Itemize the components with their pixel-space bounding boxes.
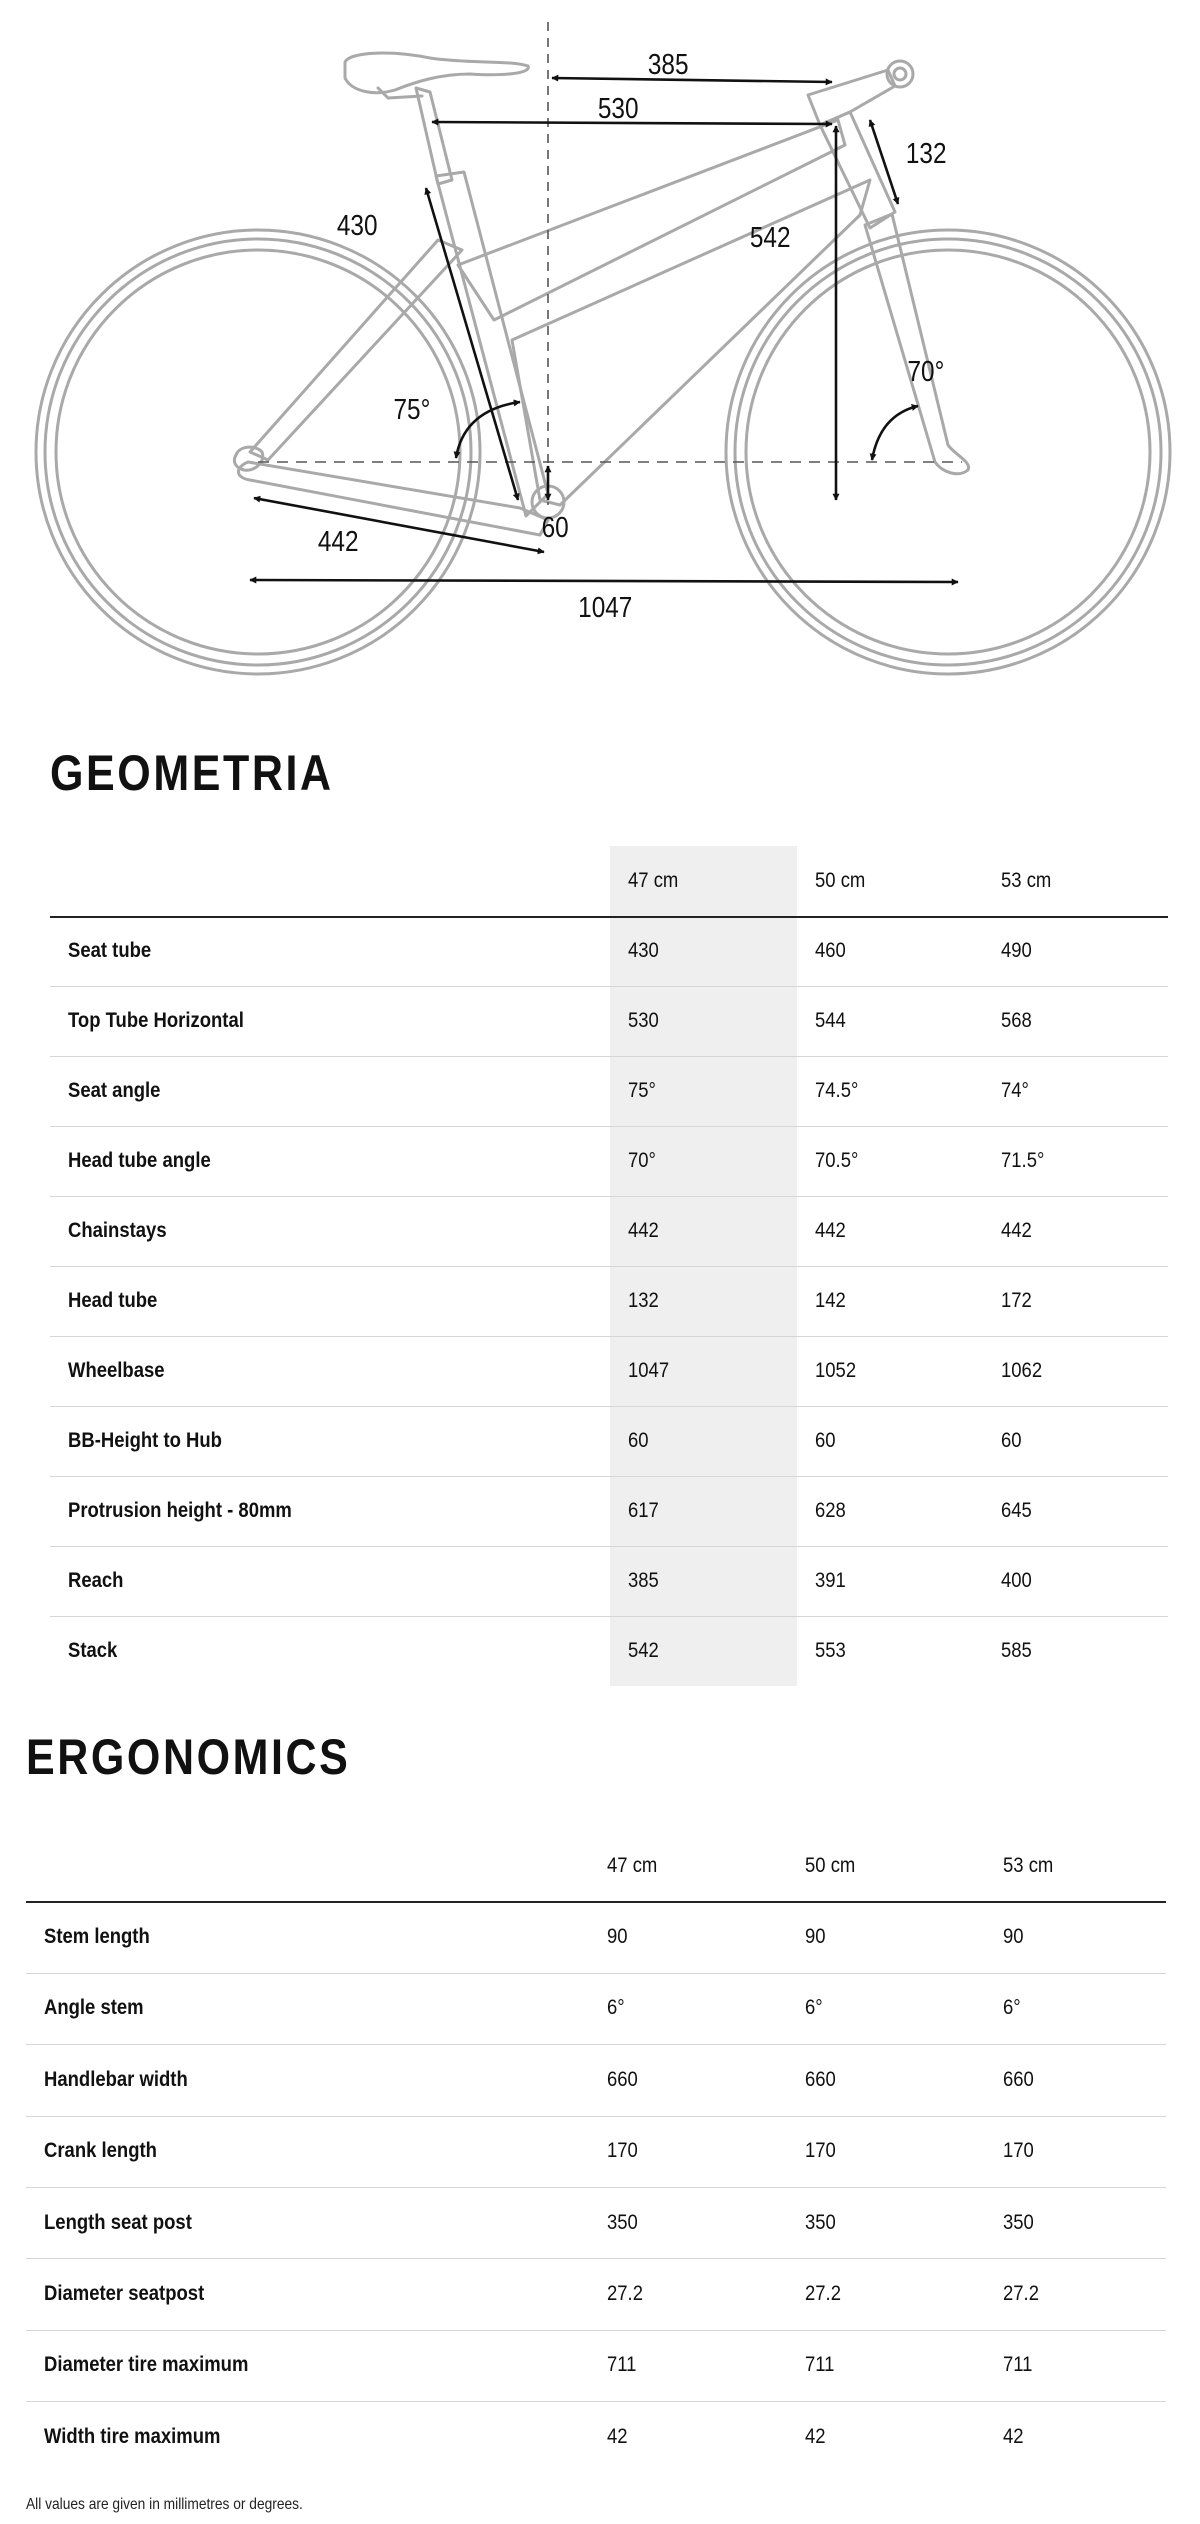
value-cell: 90 xyxy=(607,1925,628,1949)
table-header-row xyxy=(50,846,1168,918)
head-angle-label: 70° xyxy=(907,355,945,388)
value-cell: 70° xyxy=(628,1149,656,1172)
value-cell: 1062 xyxy=(1001,1359,1043,1382)
wheelbase-arrow xyxy=(250,580,958,582)
reach-label: 385 xyxy=(647,48,689,81)
value-cell: 27.2 xyxy=(805,2282,841,2306)
value-cell: 60 xyxy=(1001,1429,1022,1452)
table-row-head-tube xyxy=(50,1266,1168,1337)
value-cell: 60 xyxy=(815,1429,836,1452)
row-label: Protrusion height - 80mm xyxy=(68,1499,292,1522)
table-row-wheelbase xyxy=(50,1336,1168,1407)
size-header: 53 cm xyxy=(1001,869,1052,892)
row-label: Stem length xyxy=(44,1925,150,1949)
top-tube-label: 530 xyxy=(597,92,639,125)
value-cell: 6° xyxy=(805,1996,823,2020)
value-cell: 442 xyxy=(628,1219,659,1242)
row-label: Diameter seatpost xyxy=(44,2282,205,2306)
value-cell: 660 xyxy=(1003,2067,1034,2091)
table-row-diameter-seatpost xyxy=(26,2258,1166,2330)
geometry-table xyxy=(50,846,1168,1686)
head-tube-label: 132 xyxy=(905,137,947,170)
value-cell: 711 xyxy=(1003,2353,1033,2377)
reach-arrow xyxy=(552,78,832,82)
table-row-length-seat-post xyxy=(26,2187,1166,2259)
table-row-handlebar-width xyxy=(26,2044,1166,2116)
value-cell: 70.5° xyxy=(815,1149,859,1172)
value-cell: 170 xyxy=(805,2139,836,2163)
seat-tube-label: 430 xyxy=(336,209,378,242)
value-cell: 585 xyxy=(1001,1639,1032,1662)
table-row-top-tube-horizontal xyxy=(50,986,1168,1057)
value-cell: 142 xyxy=(815,1289,846,1312)
table-row-bb-height-to-hub xyxy=(50,1406,1168,1477)
rear-wheel xyxy=(36,230,480,674)
value-cell: 553 xyxy=(815,1639,846,1662)
table-row-angle-stem xyxy=(26,1973,1166,2045)
row-label: Angle stem xyxy=(44,1996,144,2020)
row-label: Wheelbase xyxy=(68,1359,165,1382)
value-cell: 1047 xyxy=(628,1359,670,1382)
value-cell: 460 xyxy=(815,939,846,962)
value-cell: 490 xyxy=(1001,939,1032,962)
row-label: Crank length xyxy=(44,2139,157,2163)
row-label: Head tube angle xyxy=(68,1149,211,1172)
value-cell: 74° xyxy=(1001,1079,1029,1102)
size-header: 53 cm xyxy=(1003,1853,1054,1877)
value-cell: 42 xyxy=(1003,2424,1024,2448)
value-cell: 400 xyxy=(1001,1569,1032,1592)
row-label: Width tire maximum xyxy=(44,2424,221,2448)
value-cell: 544 xyxy=(815,1009,846,1032)
row-label: Stack xyxy=(68,1639,118,1662)
value-cell: 442 xyxy=(815,1219,846,1242)
value-cell: 71.5° xyxy=(1001,1149,1045,1172)
table-header-row xyxy=(26,1830,1166,1903)
wheelbase-label: 1047 xyxy=(578,591,633,624)
value-cell: 90 xyxy=(1003,1925,1024,1949)
row-label: Top Tube Horizontal xyxy=(68,1009,244,1032)
table-row-diameter-tire-maximum xyxy=(26,2330,1166,2402)
row-label: Diameter tire maximum xyxy=(44,2353,249,2377)
value-cell: 442 xyxy=(1001,1219,1032,1242)
value-cell: 74.5° xyxy=(815,1079,859,1102)
value-cell: 27.2 xyxy=(1003,2282,1039,2306)
value-cell: 660 xyxy=(607,2067,638,2091)
value-cell: 172 xyxy=(1001,1289,1032,1312)
ergonomics-table xyxy=(26,1830,1166,2470)
row-label: BB-Height to Hub xyxy=(68,1429,222,1452)
ergonomics-title: ERGONOMICS xyxy=(26,1729,351,1785)
value-cell: 27.2 xyxy=(607,2282,643,2306)
row-label: Seat tube xyxy=(68,939,152,962)
bike-geometry-diagram xyxy=(0,0,1200,700)
value-cell: 350 xyxy=(607,2210,638,2234)
size-header: 50 cm xyxy=(815,869,866,892)
size-header: 47 cm xyxy=(607,1853,658,1877)
table-row-stem-length xyxy=(26,1901,1166,1973)
value-cell: 6° xyxy=(1003,1996,1021,2020)
size-header: 50 cm xyxy=(805,1853,856,1877)
units-note: All values are given in millimetres or degrees. xyxy=(26,2496,303,2513)
front-wheel xyxy=(726,230,1170,674)
value-cell: 42 xyxy=(805,2424,826,2448)
value-cell: 530 xyxy=(628,1009,659,1032)
value-cell: 385 xyxy=(628,1569,659,1592)
table-row-seat-tube xyxy=(50,916,1168,987)
value-cell: 350 xyxy=(1003,2210,1034,2234)
value-cell: 542 xyxy=(628,1639,659,1662)
value-cell: 6° xyxy=(607,1996,625,2020)
stack-label: 542 xyxy=(749,221,791,254)
table-row-head-tube-angle xyxy=(50,1126,1168,1197)
table-row-protrusion-height-80mm xyxy=(50,1476,1168,1547)
value-cell: 170 xyxy=(607,2139,638,2163)
row-label: Length seat post xyxy=(44,2210,192,2234)
row-label: Handlebar width xyxy=(44,2067,188,2091)
value-cell: 645 xyxy=(1001,1499,1032,1522)
row-label: Head tube xyxy=(68,1289,158,1312)
row-label: Seat angle xyxy=(68,1079,161,1102)
value-cell: 42 xyxy=(607,2424,628,2448)
size-header: 47 cm xyxy=(628,869,679,892)
head-angle-arc xyxy=(872,406,918,460)
value-cell: 391 xyxy=(815,1569,846,1592)
row-label: Chainstays xyxy=(68,1219,167,1242)
table-row-stack xyxy=(50,1616,1168,1686)
value-cell: 170 xyxy=(1003,2139,1034,2163)
value-cell: 711 xyxy=(805,2353,835,2377)
table-row-reach xyxy=(50,1546,1168,1617)
value-cell: 1052 xyxy=(815,1359,857,1382)
seat-angle-label: 75° xyxy=(393,393,431,426)
head-tube-arrow xyxy=(870,120,898,204)
value-cell: 617 xyxy=(628,1499,659,1522)
value-cell: 628 xyxy=(815,1499,846,1522)
table-row-chainstays xyxy=(50,1196,1168,1267)
table-row-seat-angle xyxy=(50,1056,1168,1127)
geometry-title: GEOMETRIA xyxy=(50,745,334,801)
value-cell: 568 xyxy=(1001,1009,1032,1032)
value-cell: 132 xyxy=(628,1289,659,1312)
value-cell: 660 xyxy=(805,2067,836,2091)
table-row-crank-length xyxy=(26,2116,1166,2188)
value-cell: 75° xyxy=(628,1079,656,1102)
row-label: Reach xyxy=(68,1569,124,1592)
value-cell: 90 xyxy=(805,1925,826,1949)
chainstay-label: 442 xyxy=(317,525,359,558)
value-cell: 711 xyxy=(607,2353,637,2377)
value-cell: 60 xyxy=(628,1429,649,1452)
value-cell: 350 xyxy=(805,2210,836,2234)
value-cell: 430 xyxy=(628,939,659,962)
table-row-width-tire-maximum xyxy=(26,2401,1166,2472)
bb-drop-label: 60 xyxy=(541,511,569,544)
